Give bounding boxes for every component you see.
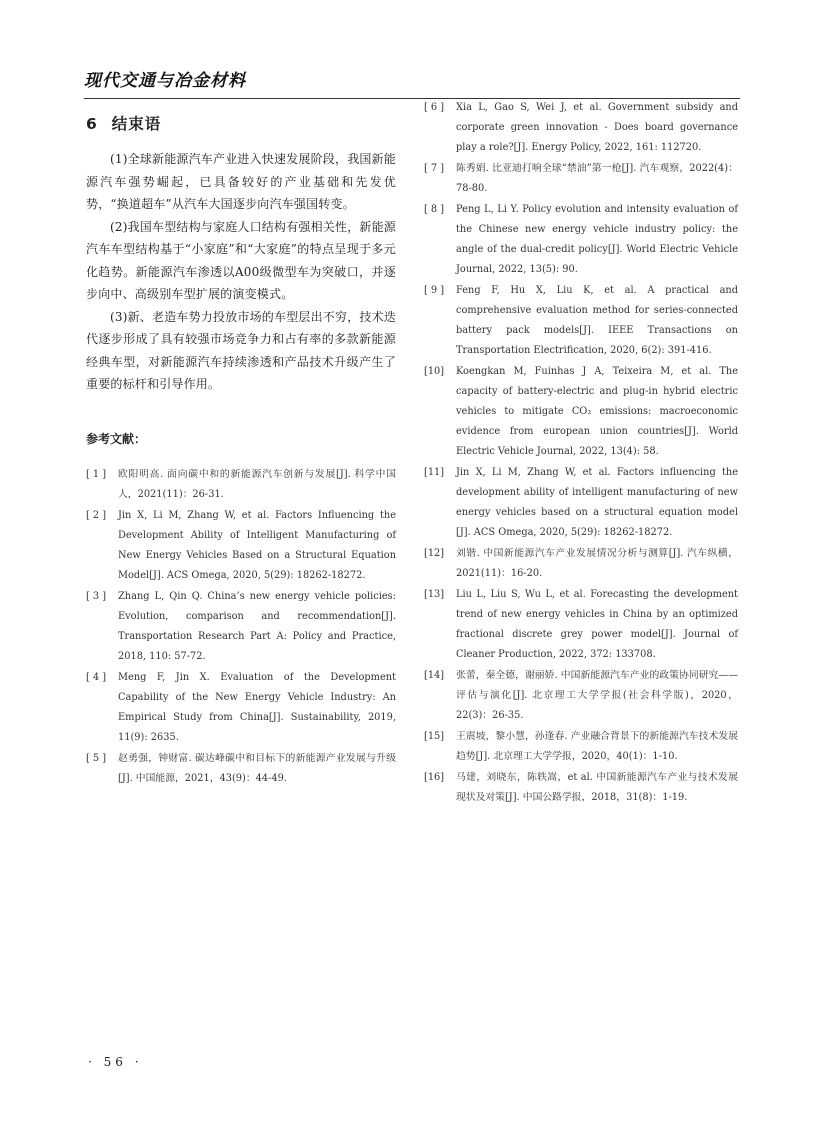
reference-text: 刘锴. 中国新能源汽车产业发展情况分析与测算[J]. 汽车纵横，2021(11)：16-20. — [456, 548, 738, 579]
conclusion-paragraph: (2)我国车型结构与家庭人口结构有强相关性，新能源汽车车型结构基于“小家庭”和“大家庭”的特点呈现于多元化趋势。新能源汽车渗透以A00级微型车为突破口，并逐步向中、高级别车型扩展的演变模式。 — [86, 219, 396, 301]
reference-number: [14] — [424, 670, 445, 681]
reference-item — [86, 506, 396, 586]
page-number: · 56 · — [88, 1055, 143, 1069]
reference-item — [86, 465, 396, 505]
reference-number: [ 9 ] — [424, 285, 445, 296]
references-heading: 参考文献： — [86, 431, 147, 446]
conclusion-paragraph: (1)全球新能源汽车产业进入快速发展阶段，我国新能源汽车强势崛起，已具备较好的产业基础和先发优势，“换道超车”从汽车大国逐步向汽车强国转变。 — [86, 152, 396, 211]
reference-item — [424, 200, 738, 280]
reference-text: 王震坡，黎小慧，孙逢春. 产业融合背景下的新能源汽车技术发展趋势[J]. 北京理工大学学报，2020，40(1)：1-10. — [456, 731, 738, 762]
reference-number: [12] — [424, 548, 445, 559]
reference-text: Zhang L, Qin Q. China’s new energy vehicle policies: Evolution, comparison and recommendation[J]. Transportation Research Part A: Policy and Practice, 2018, 110: 57-72. — [118, 590, 396, 662]
reference-item — [424, 768, 738, 808]
reference-number: [ 4 ] — [86, 671, 107, 683]
left-column — [86, 108, 396, 790]
reference-item — [86, 587, 396, 667]
section-title-text: 结束语 — [111, 115, 162, 133]
reference-item — [86, 668, 396, 748]
reference-number: [10] — [424, 366, 445, 377]
page-header — [84, 58, 740, 99]
reference-number: [15] — [424, 731, 445, 742]
reference-item — [424, 544, 738, 584]
section-number: 6 — [86, 115, 98, 133]
reference-text: Jin X, Li M, Zhang W, et al. Factors influencing the development ability of intelligent manufacturing of new energy vehicles based on a structural equation model [J]. ACS Omega, 2020, 5(29): 18262-18272. — [456, 467, 738, 538]
reference-item — [424, 585, 738, 665]
reference-item — [424, 362, 738, 462]
reference-item — [424, 98, 738, 158]
reference-text: Peng L, Li Y. Policy evolution and intensity evaluation of the Chinese new energy vehicle industry policy: the angle of the dual-credit policy[J]. World Electric Vehicle Journal, 2022, 13(5): 90. — [456, 204, 738, 275]
reference-item — [424, 727, 738, 767]
reference-text: 张蕾，秦全德，谢丽娇. 中国新能源汽车产业的政策协同研究——评估与演化[J]. 北京理工大学学报(社会科学版)，2020，22(3)：26-35. — [456, 670, 738, 721]
reference-number: [ 2 ] — [86, 509, 107, 521]
reference-number: [ 8 ] — [424, 204, 445, 215]
reference-text: 欧阳明高. 面向碳中和的新能源汽车创新与发展[J]. 科学中国人，2021(11)：26-31. — [118, 468, 396, 500]
right-column — [424, 98, 738, 809]
reference-number: [13] — [424, 589, 445, 600]
reference-text: Koengkan M, Fuinhas J A, Teixeira M, et al. The capacity of battery-electric and plug-in hybrid electric vehicles to mitigate CO₂ emissions: macroeconomic evidence from european union countries[J]. World Electric Vehicle Journal, 2022, 13(4): 58. — [456, 366, 738, 457]
reference-item — [86, 749, 396, 789]
reference-number: [ 1 ] — [86, 468, 107, 480]
reference-text: 马建，刘晓东，陈轶嵩，et al. 中国新能源汽车产业与技术发展现状及对策[J]. 中国公路学报，2018，31(8)：1-19. — [456, 772, 738, 803]
reference-text: Jin X, Li M, Zhang W, et al. Factors Influencing the Development Ability of Intelligent Manufacturing of New Energy Vehicles Based on a Structural Equation Model[J]. ACS Omega, 2020, 5(29): 18262-18272. — [118, 509, 396, 581]
reference-text: Meng F, Jin X. Evaluation of the Development Capability of the New Energy Vehicle Industry: An Empirical Study from China[J]. Sustainability, 2019, 11(9): 2635. — [118, 671, 396, 743]
reference-number: [ 3 ] — [86, 590, 107, 602]
reference-number: [ 5 ] — [86, 752, 107, 764]
journal-name: 现代交通与冶金材料 — [84, 71, 246, 91]
reference-item — [424, 159, 738, 199]
reference-number: [ 6 ] — [424, 102, 445, 113]
reference-text: Xia L, Gao S, Wei J, et al. Government subsidy and corporate green innovation - Does board governance play a role?[J]. Energy Policy, 2022, 161: 112720. — [456, 102, 738, 153]
reference-number: [ 7 ] — [424, 163, 445, 174]
reference-item — [424, 666, 738, 726]
reference-item — [424, 463, 738, 543]
reference-text: Liu L, Liu S, Wu L, et al. Forecasting the development trend of new energy vehicles in China by an optimized fractional discrete grey power model[J]. Journal of Cleaner Production, 2022, 372: 133708. — [456, 589, 738, 660]
reference-number: [16] — [424, 772, 445, 783]
reference-number: [11] — [424, 467, 445, 478]
reference-text: 赵勇强，钟财富. 碳达峰碳中和目标下的新能源产业发展与升级[J]. 中国能源，2021，43(9)：44-49. — [118, 752, 396, 784]
reference-item — [424, 281, 738, 361]
reference-text: 陈秀娟. 比亚迪打响全球“禁油”第一枪[J]. 汽车观察，2022(4)：78-80. — [456, 163, 738, 194]
conclusion-paragraph: (3)新、老造车势力投放市场的车型层出不穷，技术迭代逐步形成了具有较强市场竞争力和占有率的多款新能源经典车型，对新能源汽车持续渗透和产品技术升级产生了重要的标杆和引导作用。 — [86, 309, 396, 391]
section-title — [86, 112, 396, 134]
reference-text: Feng F, Hu X, Liu K, et al. A practical and comprehensive evaluation method for series-connected battery pack models[J]. IEEE Transactions on Transportation Electrification, 2020, 6(2): 391-416. — [456, 285, 738, 356]
